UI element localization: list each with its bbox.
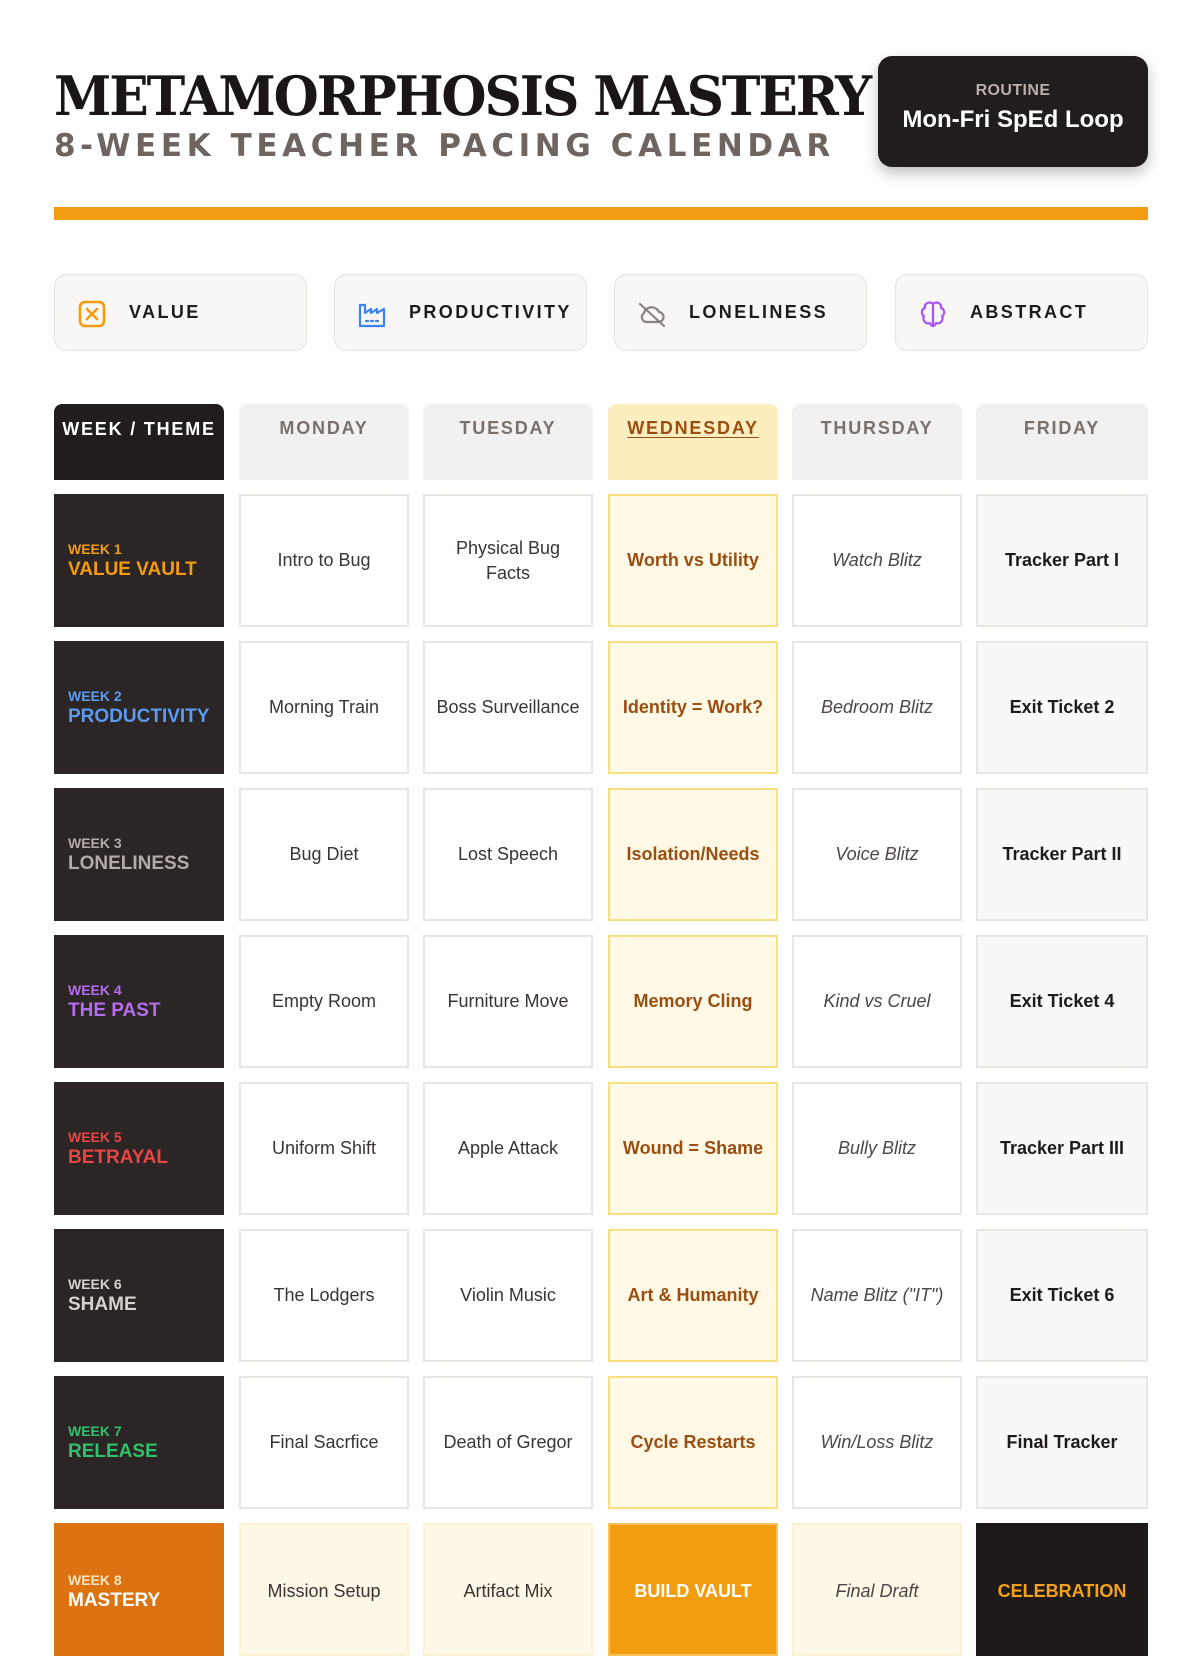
lesson-cell-tue[interactable] xyxy=(423,1523,593,1656)
week-theme-cell xyxy=(54,641,224,774)
week-number: WEEK 2 xyxy=(68,688,122,704)
week-number: WEEK 6 xyxy=(68,1276,122,1292)
lesson-cell-wed[interactable] xyxy=(608,641,778,774)
lesson-title: Isolation/Needs xyxy=(626,844,760,864)
week-theme-cell xyxy=(54,1229,224,1362)
lesson-cell-tue[interactable] xyxy=(423,788,593,921)
week-theme: RELEASE xyxy=(68,1441,158,1462)
week-number: WEEK 3 xyxy=(68,835,122,851)
lesson-title: Cycle Restarts xyxy=(630,1432,756,1452)
lesson-title: Tracker Part I xyxy=(1004,550,1120,570)
lesson-cell-fri[interactable] xyxy=(976,641,1148,774)
lesson-title: Violin Music xyxy=(460,1285,556,1305)
lesson-title: Watch Blitz xyxy=(832,550,922,570)
lesson-cell-mon[interactable] xyxy=(239,1523,409,1656)
week-number: WEEK 5 xyxy=(68,1129,122,1145)
header-week-theme: WEEK / THEME xyxy=(54,404,224,480)
header-monday: MONDAY xyxy=(239,404,409,480)
lesson-cell-tue[interactable] xyxy=(423,1082,593,1215)
lesson-title: Lost Speech xyxy=(457,844,559,864)
routine-badge xyxy=(878,56,1148,167)
legend-item-abstract[interactable] xyxy=(895,274,1148,351)
lesson-title: Tracker Part III xyxy=(999,1138,1125,1158)
week-number: WEEK 1 xyxy=(68,541,122,557)
lesson-title: Exit Ticket 6 xyxy=(1009,1285,1115,1305)
week-number: WEEK 8 xyxy=(68,1572,122,1588)
lesson-cell-fri[interactable] xyxy=(976,1523,1148,1656)
lesson-title: Memory Cling xyxy=(633,991,753,1011)
lesson-title: Apple Attack xyxy=(457,1138,559,1158)
lesson-title: Bully Blitz xyxy=(837,1138,917,1158)
lesson-cell-fri[interactable] xyxy=(976,1082,1148,1215)
header-thursday: THURSDAY xyxy=(792,404,962,480)
lesson-cell-mon[interactable] xyxy=(239,788,409,921)
theme-legend xyxy=(54,274,1148,351)
lesson-cell-thu[interactable] xyxy=(792,641,962,774)
lesson-title: Exit Ticket 4 xyxy=(1009,991,1115,1011)
lesson-title: Tracker Part II xyxy=(1002,844,1122,864)
week-number: WEEK 7 xyxy=(68,1423,122,1439)
week-theme: LONELINESS xyxy=(68,853,190,874)
lesson-cell-wed[interactable] xyxy=(608,935,778,1068)
lesson-title: Morning Train xyxy=(268,697,380,717)
lesson-cell-tue[interactable] xyxy=(423,641,593,774)
page-header xyxy=(54,56,1148,166)
header-tuesday: TUESDAY xyxy=(423,404,593,480)
legend-label: LONELINESS xyxy=(689,302,829,322)
lesson-title: Mission Setup xyxy=(267,1581,381,1601)
legend-item-loneliness[interactable] xyxy=(614,274,867,351)
page-subtitle: 8-WEEK TEACHER PACING CALENDAR xyxy=(54,128,835,164)
lesson-title: Worth vs Utility xyxy=(627,550,759,570)
lesson-cell-tue[interactable] xyxy=(423,935,593,1068)
header-wednesday: WEDNESDAY xyxy=(608,404,778,480)
lesson-cell-thu[interactable] xyxy=(792,494,962,627)
lesson-title: Identity = Work? xyxy=(622,697,764,717)
week-theme-cell xyxy=(54,788,224,921)
lesson-cell-thu[interactable] xyxy=(792,1082,962,1215)
lesson-cell-thu[interactable] xyxy=(792,1376,962,1509)
factory-icon xyxy=(357,299,387,329)
lesson-title: Final Sacrfice xyxy=(269,1432,379,1452)
value-x-box-icon xyxy=(77,299,107,329)
lesson-title: Voice Blitz xyxy=(835,844,919,864)
legend-item-productivity[interactable] xyxy=(334,274,587,351)
lesson-cell-wed[interactable] xyxy=(608,1229,778,1362)
week-theme: THE PAST xyxy=(68,1000,161,1021)
legend-label: ABSTRACT xyxy=(970,302,1089,322)
lesson-title: Final Tracker xyxy=(1006,1432,1118,1452)
lesson-title: Empty Room xyxy=(271,991,377,1011)
lesson-cell-tue[interactable] xyxy=(423,494,593,627)
lesson-title: Furniture Move xyxy=(447,991,569,1011)
brain-icon xyxy=(918,299,948,329)
lesson-title: Exit Ticket 2 xyxy=(1009,697,1115,717)
lesson-cell-fri[interactable] xyxy=(976,788,1148,921)
lesson-cell-fri[interactable] xyxy=(976,935,1148,1068)
lesson-title: Bug Diet xyxy=(289,844,359,864)
lesson-title: CELEBRATION xyxy=(997,1581,1127,1601)
lesson-cell-tue[interactable] xyxy=(423,1229,593,1362)
lesson-title: The Lodgers xyxy=(273,1285,375,1305)
routine-value: Mon-Fri SpEd Loop xyxy=(902,106,1124,133)
lesson-title: Physical Bug Facts xyxy=(455,537,561,583)
lesson-cell-wed[interactable] xyxy=(608,788,778,921)
week-theme: VALUE VAULT xyxy=(68,559,197,580)
lesson-title: Final Draft xyxy=(835,1581,919,1601)
week-theme: SHAME xyxy=(68,1294,137,1315)
lesson-cell-wed[interactable] xyxy=(608,1082,778,1215)
lesson-cell-mon[interactable] xyxy=(239,641,409,774)
legend-label: PRODUCTIVITY xyxy=(409,302,572,322)
lesson-title: Kind vs Cruel xyxy=(823,991,931,1011)
lesson-cell-mon[interactable] xyxy=(239,1082,409,1215)
week-theme: BETRAYAL xyxy=(68,1147,168,1168)
lesson-title: Uniform Shift xyxy=(271,1138,377,1158)
lesson-title: Bedroom Blitz xyxy=(820,697,934,717)
lesson-title: BUILD VAULT xyxy=(634,1581,752,1601)
week-theme: MASTERY xyxy=(68,1590,161,1611)
lesson-cell-mon[interactable] xyxy=(239,1376,409,1509)
lesson-cell-wed[interactable] xyxy=(608,1376,778,1509)
lesson-cell-mon[interactable] xyxy=(239,494,409,627)
lesson-cell-fri[interactable] xyxy=(976,1376,1148,1509)
lesson-title: Wound = Shame xyxy=(622,1138,764,1158)
week-theme-cell xyxy=(54,1523,224,1656)
lesson-title: Art & Humanity xyxy=(627,1285,759,1305)
lesson-cell-mon[interactable] xyxy=(239,935,409,1068)
week-theme-cell xyxy=(54,1082,224,1215)
header-friday: FRIDAY xyxy=(976,404,1148,480)
lesson-cell-wed[interactable] xyxy=(608,1523,778,1656)
lesson-cell-tue[interactable] xyxy=(423,1376,593,1509)
legend-label: VALUE xyxy=(129,302,201,322)
lesson-title: Boss Surveillance xyxy=(436,697,580,717)
week-theme: PRODUCTIVITY xyxy=(68,706,210,727)
week-number: WEEK 4 xyxy=(68,982,122,998)
week-theme-cell xyxy=(54,935,224,1068)
lesson-title: Name Blitz ("IT") xyxy=(810,1285,944,1305)
lesson-title: Death of Gregor xyxy=(443,1432,573,1452)
lesson-cell-thu[interactable] xyxy=(792,1229,962,1362)
legend-item-value[interactable] xyxy=(54,274,307,351)
lesson-cell-mon[interactable] xyxy=(239,1229,409,1362)
cloud-off-icon xyxy=(637,299,667,329)
lesson-title: Artifact Mix xyxy=(463,1581,553,1601)
lesson-cell-thu[interactable] xyxy=(792,1523,962,1656)
lesson-cell-thu[interactable] xyxy=(792,935,962,1068)
lesson-cell-fri[interactable] xyxy=(976,1229,1148,1362)
lesson-title: Intro to Bug xyxy=(277,550,371,570)
accent-divider xyxy=(54,207,1148,220)
lesson-cell-thu[interactable] xyxy=(792,788,962,921)
lesson-cell-wed[interactable] xyxy=(608,494,778,627)
lesson-cell-fri[interactable] xyxy=(976,494,1148,627)
routine-label: ROUTINE xyxy=(975,82,1051,99)
week-theme-cell xyxy=(54,1376,224,1509)
lesson-title: Win/Loss Blitz xyxy=(820,1432,934,1452)
week-theme-cell xyxy=(54,494,224,627)
page-title: METAMORPHOSIS MASTERY xyxy=(54,64,871,128)
